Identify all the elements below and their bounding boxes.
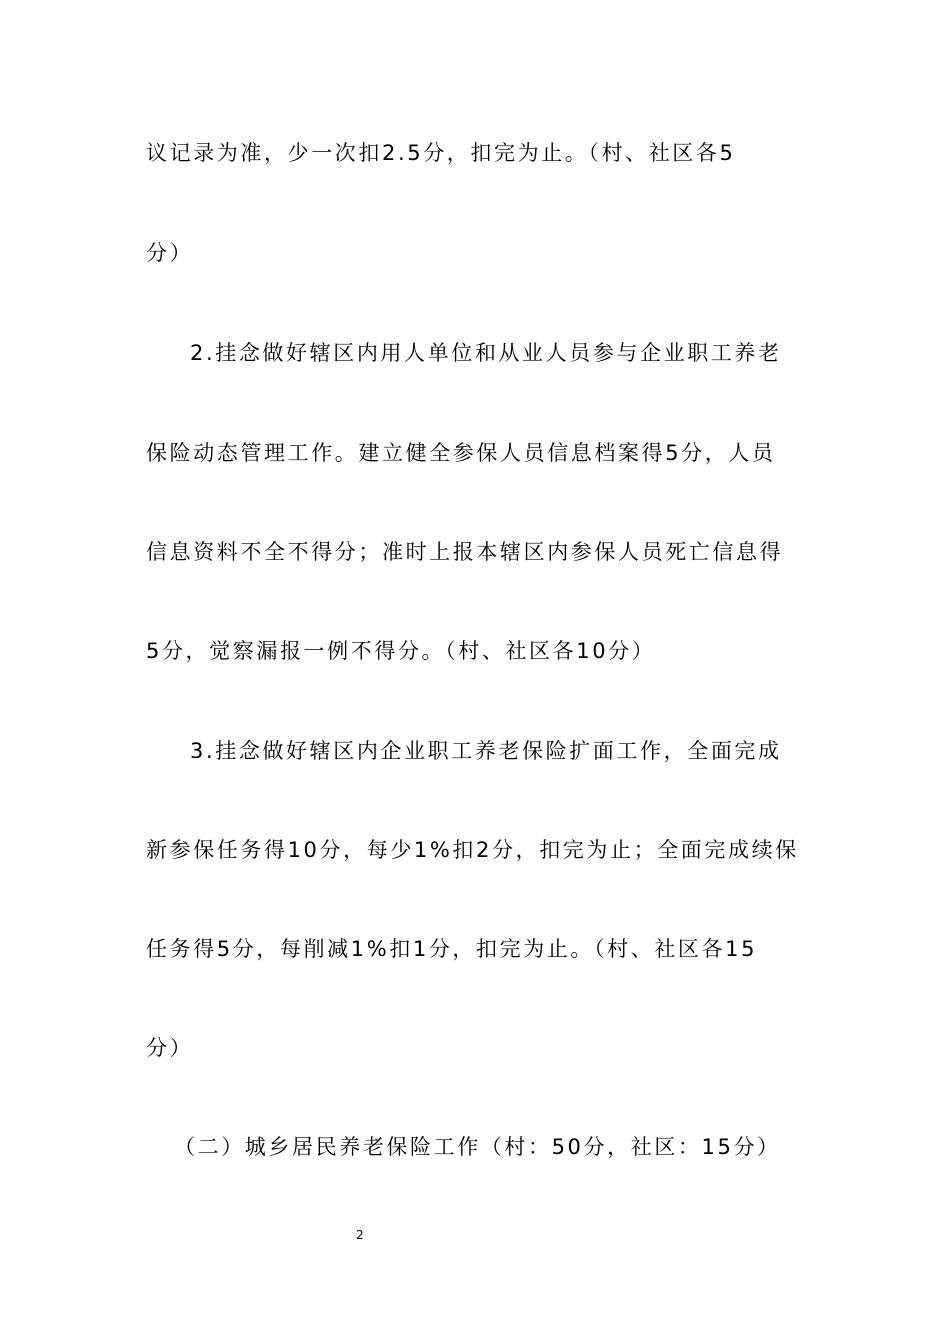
text-line: 分）	[146, 241, 194, 265]
text-line: 议记录为准，少一次扣2.5分，扣完为止。（村、社区各5	[146, 141, 736, 165]
section-heading: （二）城乡居民养老保险工作（村：50分，社区：15分）	[174, 1135, 781, 1159]
text-line: 保险动态管理工作。建立健全参保人员信息档案得5分，人员	[146, 441, 776, 465]
list-item-3-start: 3.挂念做好辖区内企业职工养老保险扩面工作，全面完成	[190, 739, 782, 763]
text-line: 5分，觉察漏报一例不得分。（村、社区各10分）	[146, 639, 656, 663]
page-number: 2	[356, 1228, 364, 1242]
text-line: 任务得5分，每削减1%扣1分，扣完为止。（村、社区各15	[146, 937, 758, 961]
list-item-2-start: 2.挂念做好辖区内用人单位和从业人员参与企业职工养老	[190, 341, 782, 365]
text-line: 分）	[146, 1036, 194, 1060]
text-line: 新参保任务得10分，每少1%扣2分，扣完为止；全面完成续保	[146, 838, 799, 862]
text-line: 信息资料不全不得分；准时上报本辖区内参保人员死亡信息得	[146, 540, 784, 564]
